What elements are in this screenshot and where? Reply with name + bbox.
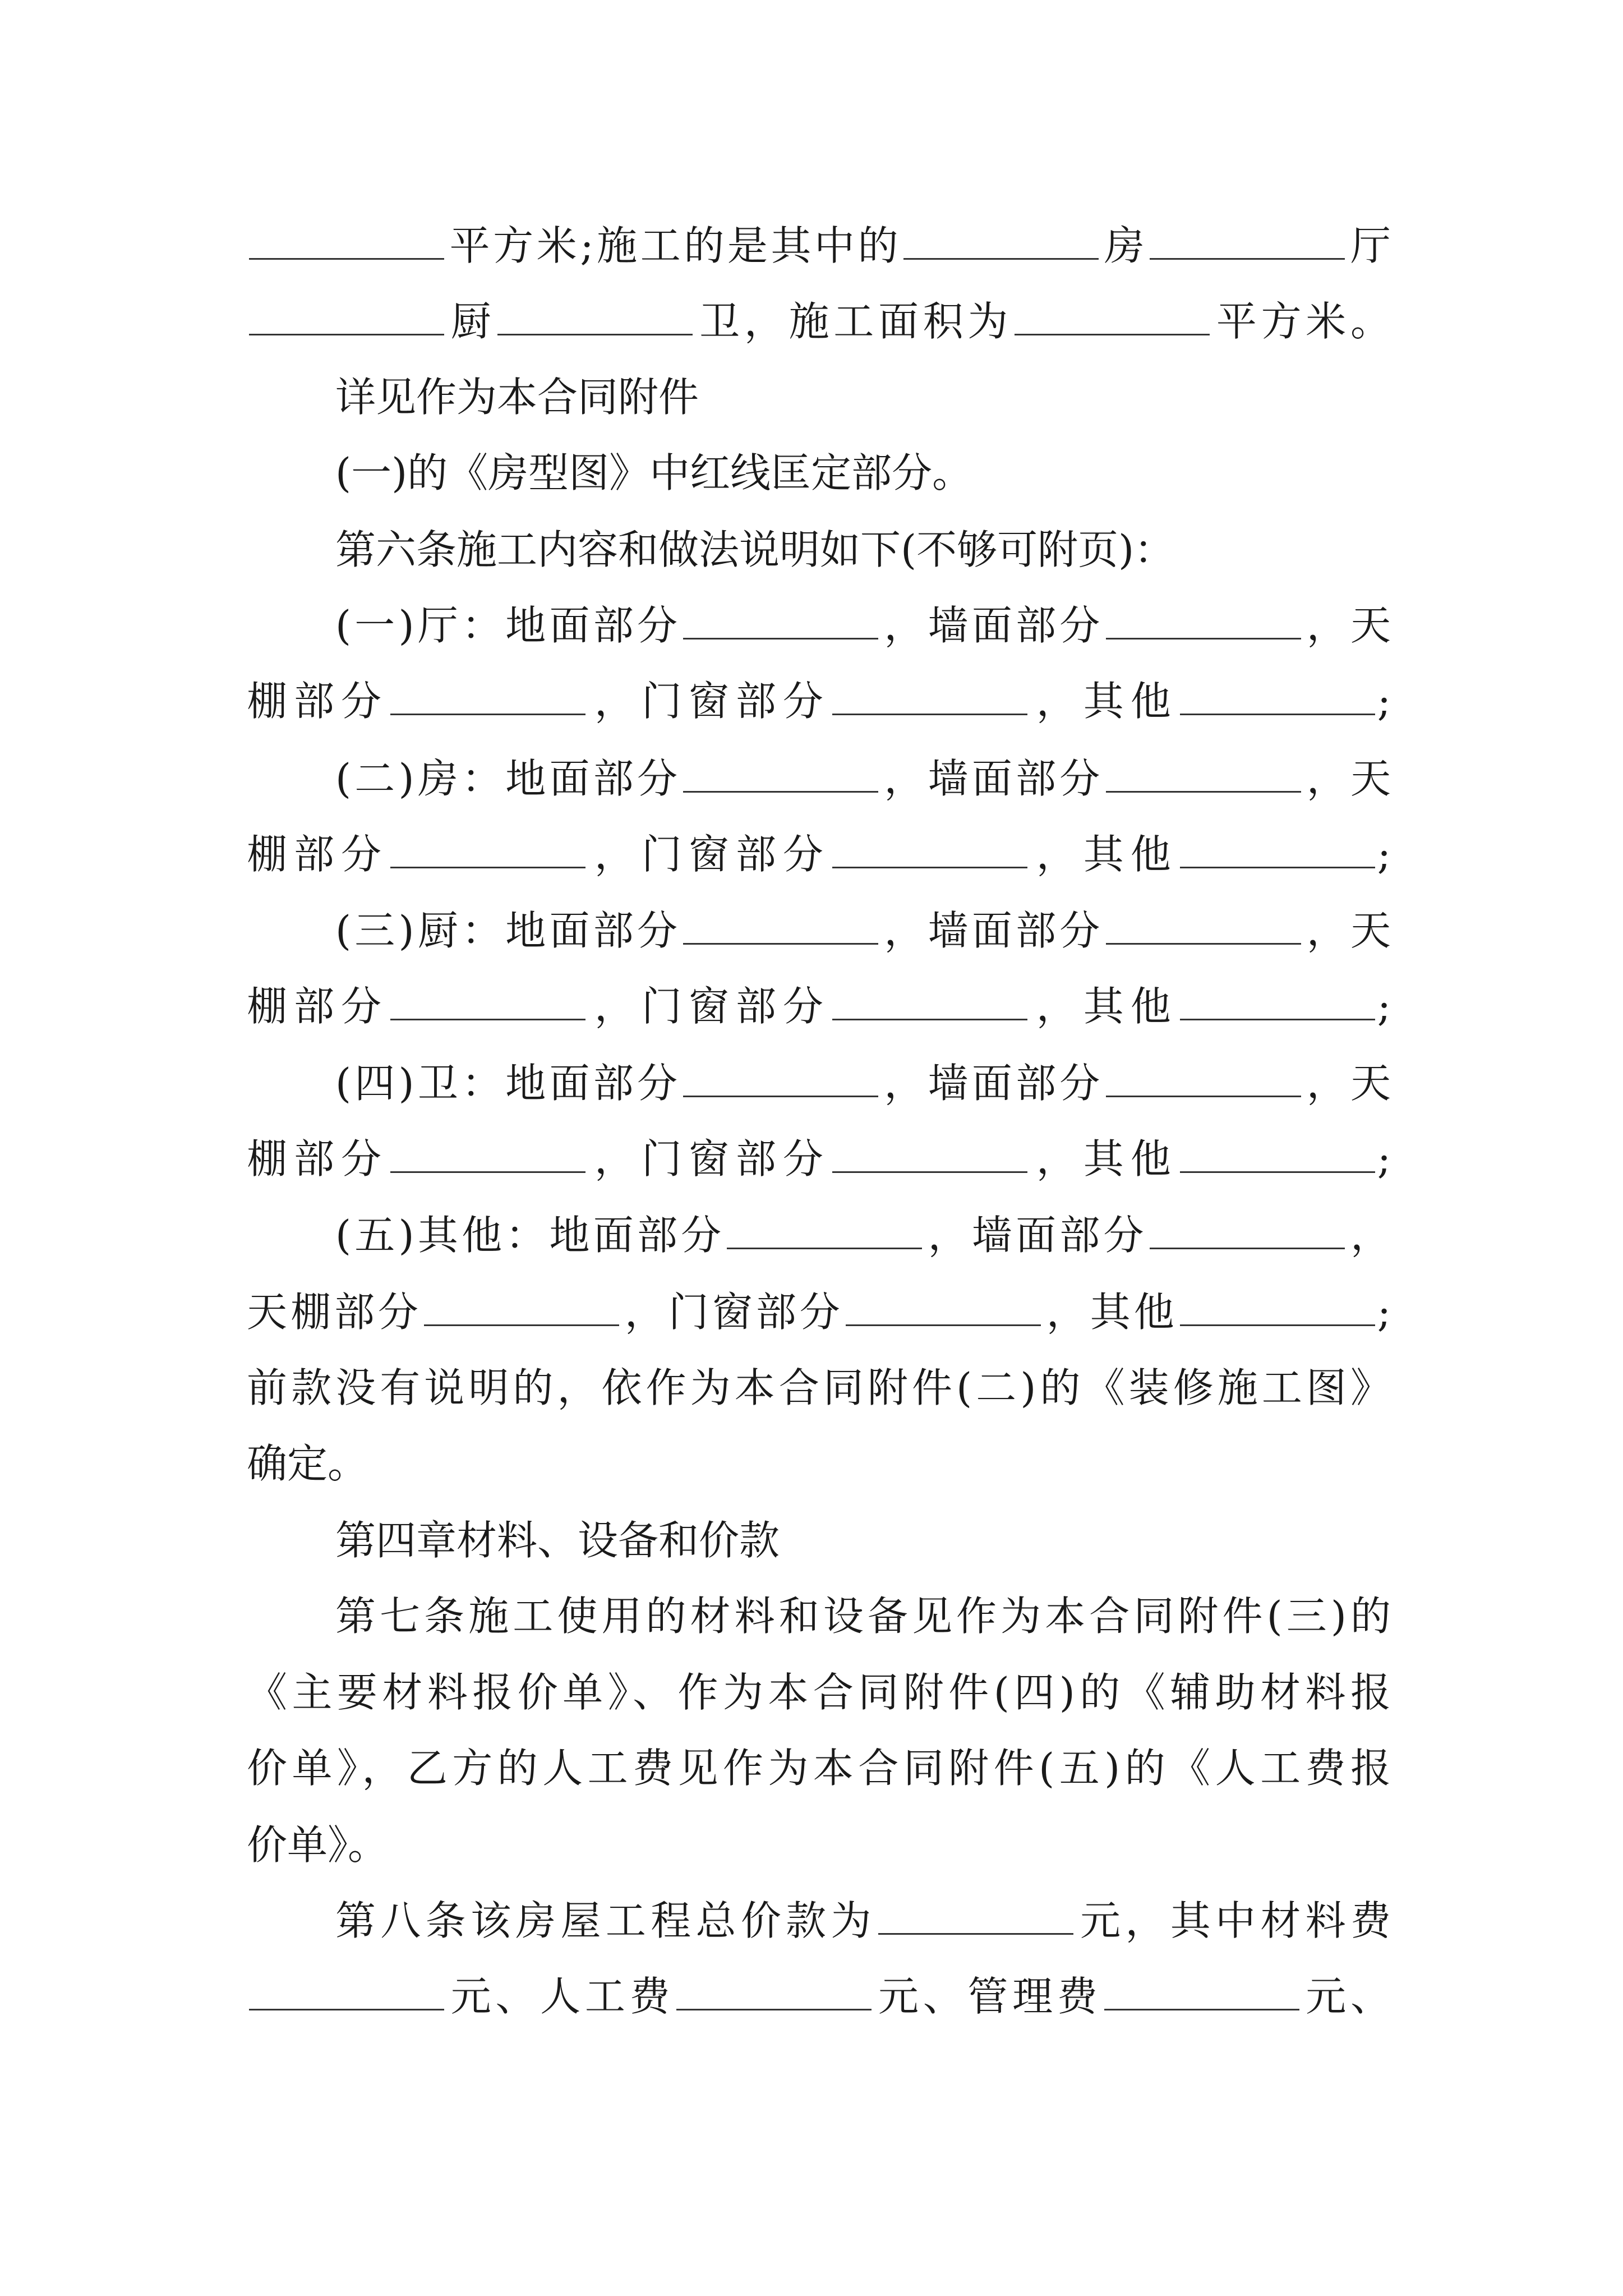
text-line: 棚部分 ，门窗部分 ，其他 ; [247,678,1391,725]
text-line: 元、人工费 元、管理费 元、 [247,1963,1391,2030]
fill-blank[interactable] [1180,1171,1375,1173]
fill-blank[interactable] [497,333,693,335]
fill-blank[interactable] [1180,1018,1375,1020]
fill-blank[interactable] [683,1095,878,1097]
fill-blank[interactable] [676,2008,872,2010]
fill-blank[interactable] [683,790,878,793]
text-line: 天棚部分 ，门窗部分 ，其他 ; [247,1289,1391,1336]
fill-blank[interactable] [249,2008,444,2010]
fill-blank[interactable] [1180,866,1375,868]
fill-blank[interactable] [878,1932,1073,1935]
fill-blank[interactable] [1106,942,1301,945]
fill-blank[interactable] [683,637,878,639]
text-line: 前款没有说明的，依作为本合同附件(二)的《装修施工图》 [247,1364,1391,1411]
text-line: (三)厨：地面部分 ，墙面部分 ，天 [335,907,1391,954]
fill-blank[interactable] [249,333,444,335]
fill-blank[interactable] [903,257,1099,260]
fill-blank[interactable] [390,866,585,868]
text-line: 价单》，乙方的人工费见作为本合同附件(五)的《人工费报 [247,1745,1391,1792]
fill-blank[interactable] [1150,1247,1345,1249]
fill-blank[interactable] [683,942,878,945]
text-line: 厨 卫，施工面积为 平方米。 [247,288,1391,355]
fill-blank[interactable] [832,866,1027,868]
fill-blank[interactable] [1180,1324,1375,1326]
fill-blank[interactable] [1104,2008,1299,2010]
fill-blank[interactable] [390,1018,585,1020]
fill-blank[interactable] [727,1247,922,1249]
text-line: 详见作为本合同附件 [335,374,699,421]
chapter-heading: 第四章材料、设备和价款 [335,1517,780,1564]
fill-blank[interactable] [1106,1095,1301,1097]
fill-blank[interactable] [1106,790,1301,793]
text-line: 棚部分 ，门窗部分 ，其他 ; [247,983,1391,1030]
fill-blank[interactable] [390,713,585,715]
section-heading: 第六条施工内容和做法说明如下(不够可附页)： [335,526,1175,573]
fill-blank[interactable] [249,257,444,260]
text-line: (四)卫：地面部分 ，墙面部分 ，天 [335,1060,1391,1107]
text-line: 第八条该房屋工程总价款为 元，其中材料费 [335,1897,1391,1944]
fill-blank[interactable] [1106,637,1301,639]
fill-blank[interactable] [846,1324,1041,1326]
fill-blank[interactable] [1150,257,1345,260]
fill-blank[interactable] [832,713,1027,715]
fill-blank[interactable] [1180,713,1375,715]
text-line: 价单》。 [247,1821,389,1869]
fill-blank[interactable] [424,1324,619,1326]
fill-blank[interactable] [832,1018,1027,1020]
text-line: 平方米;施工的是其中的 房 厅 [247,212,1391,279]
text-line: (一)的《房型图》中红线匡定部分。 [335,449,973,496]
fill-blank[interactable] [390,1171,585,1173]
text-line: 棚部分 ，门窗部分 ，其他 ; [247,1135,1391,1182]
text-line: 确定。 [247,1440,368,1487]
text-line: (二)房：地面部分 ，墙面部分 ，天 [335,755,1391,802]
fill-blank[interactable] [1015,333,1210,335]
text-line: 《主要材料报价单》、作为本合同附件(四)的《辅助材料报 [247,1669,1391,1716]
text-line: 棚部分 ，门窗部分 ，其他 ; [247,831,1391,878]
text-line: 第七条施工使用的材料和设备见作为本合同附件(三)的 [335,1593,1391,1640]
text-line: (五)其他：地面部分 ，墙面部分 ， [335,1212,1391,1259]
text-line: (一)厅：地面部分 ，墙面部分 ，天 [335,602,1391,649]
fill-blank[interactable] [832,1171,1027,1173]
